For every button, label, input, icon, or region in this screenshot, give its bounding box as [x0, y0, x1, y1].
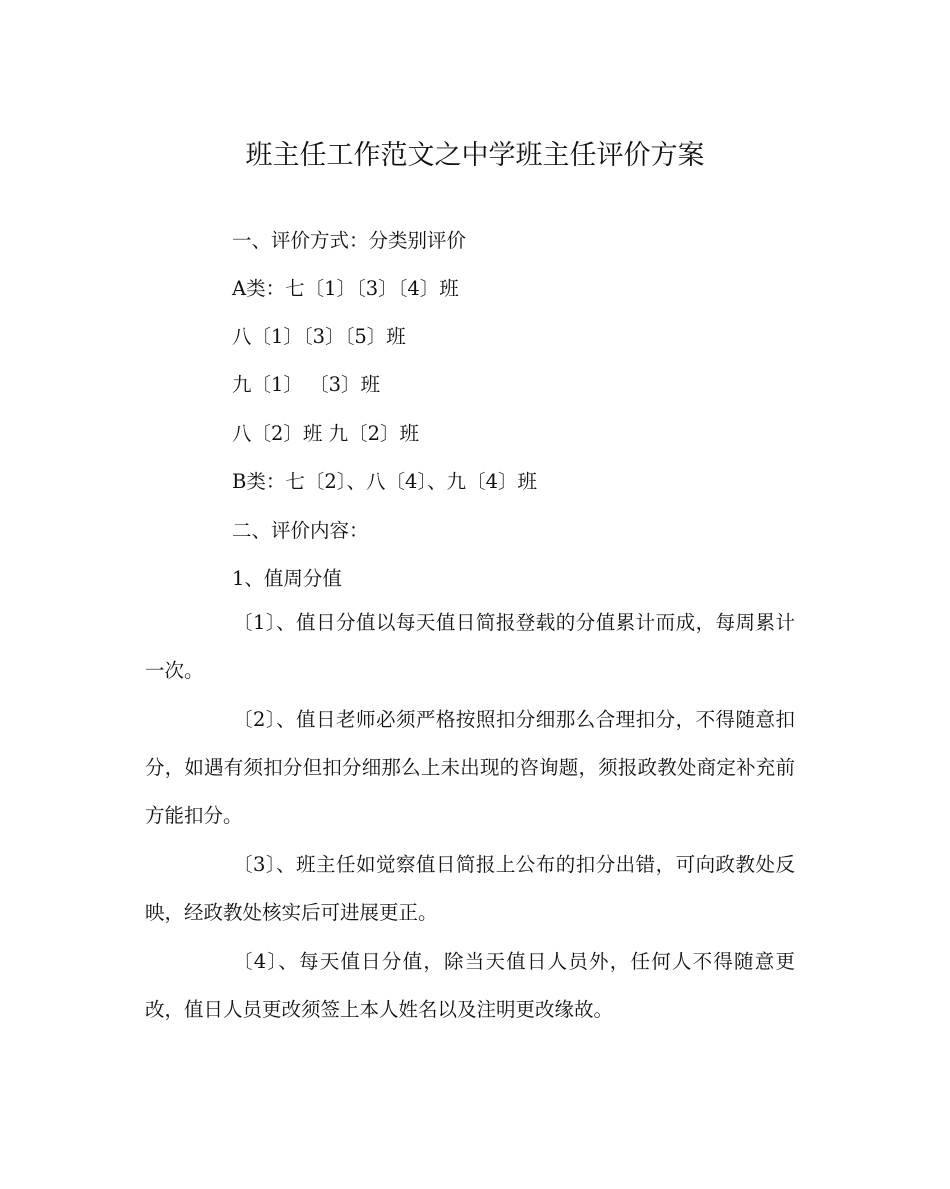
paragraph-2: 〔2〕、值日老师必须严格按照扣分细那么合理扣分，不得随意扣分，如遇有须扣分但扣分细那么上未出现的咨询题，须报政教处商定补充前方能扣分。: [145, 708, 795, 827]
section-heading-evaluation-method: 一、评价方式：分类别评价: [232, 229, 467, 252]
paragraph-3: 〔3〕、班主任如觉察值日简报上公布的扣分出错，可向政教处反映，经政教处核实后可进展更正。: [145, 853, 795, 924]
category-a-line-3: 九〔1〕 〔3〕班: [232, 373, 381, 396]
section-heading-evaluation-content: 二、评价内容：: [232, 519, 369, 542]
paragraph-4: 〔4〕、每天值日分值，除当天值日人员外，任何人不得随意更改，值日人员更改须签上本人姓名以及注明更改缘故。: [145, 950, 795, 1021]
category-a-line-4: 八〔2〕班 九〔2〕班: [232, 422, 420, 445]
document-title: 班主任工作范文之中学班主任评价方案: [245, 140, 705, 171]
category-b-line: B类：七〔2〕、八〔4〕、九〔4〕班: [232, 470, 538, 493]
category-a-line-1: A类：七〔1〕〔3〕〔4〕班: [232, 277, 459, 300]
category-a-line-2: 八〔1〕〔3〕〔5〕班: [232, 325, 406, 348]
subsection-heading-weekly-score: 1、值周分值: [232, 567, 342, 590]
paragraph-1: 〔1〕、值日分值以每天值日简报登载的分值累计而成，每周累计一次。: [145, 611, 795, 682]
